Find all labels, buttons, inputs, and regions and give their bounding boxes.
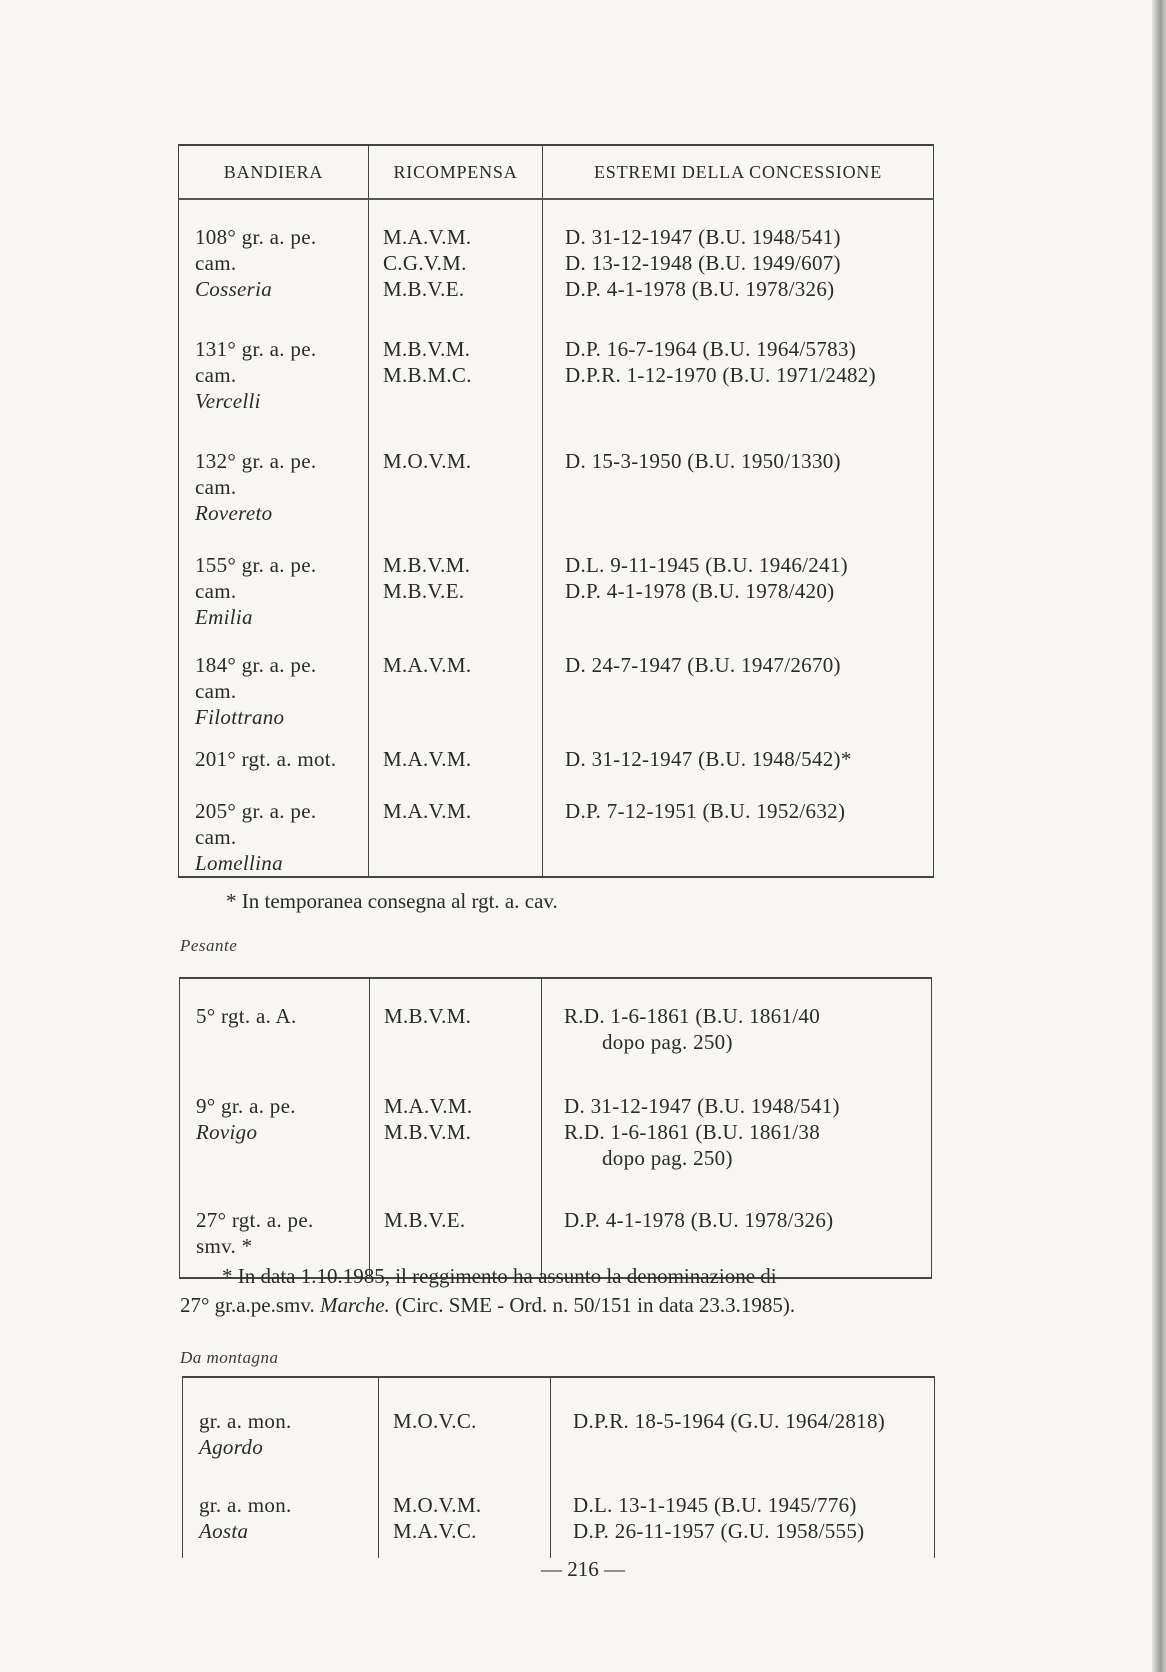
cell-bandiera xyxy=(183,1488,379,1558)
concession-reference: D. 15-3-1950 (B.U. 1950/1330) xyxy=(565,449,841,473)
cell-estremi xyxy=(551,1377,935,1488)
concession-reference: D.P. 4-1-1978 (B.U. 1978/326) xyxy=(565,277,835,301)
table-row xyxy=(179,332,934,444)
award-code: M.A.V.M. xyxy=(383,653,472,677)
unit-designation: 155° gr. a. pe. xyxy=(195,553,317,577)
unit-designation: gr. a. mon. xyxy=(199,1493,292,1517)
header-estremi: ESTREMI DELLA CONCESSIONE xyxy=(543,145,934,199)
unit-designation: 27° rgt. a. pe. xyxy=(196,1208,314,1232)
table-row xyxy=(180,1089,932,1203)
unit-name: Emilia xyxy=(195,605,253,629)
table-row xyxy=(179,648,934,742)
cell-ricompensa xyxy=(379,1377,551,1488)
cell-estremi xyxy=(543,548,934,648)
cell-estremi xyxy=(542,1089,932,1203)
concession-reference: D. 31-12-1947 (B.U. 1948/541) xyxy=(564,1094,840,1118)
cell-bandiera xyxy=(179,199,369,332)
cell-bandiera xyxy=(179,742,369,794)
unit-name: Cosseria xyxy=(195,277,273,301)
table-body xyxy=(180,978,932,1278)
award-code: M.B.V.E. xyxy=(383,277,465,301)
unit-designation: 184° gr. a. pe. xyxy=(195,653,317,677)
unit-name: Agordo xyxy=(199,1435,264,1459)
unit-name: Vercelli xyxy=(195,389,261,413)
cell-ricompensa xyxy=(369,548,543,648)
concession-reference-cont: dopo pag. 250) xyxy=(602,1146,733,1170)
unit-name: Rovigo xyxy=(196,1120,258,1144)
unit-name: Lomellina xyxy=(195,851,283,875)
footnote-marche-line2 xyxy=(180,1291,795,1319)
table-row xyxy=(180,978,932,1089)
table-header-row xyxy=(179,145,934,199)
table-body xyxy=(179,199,934,877)
award-code: M.A.V.M. xyxy=(383,225,472,249)
concession-reference: D.P. 16-7-1964 (B.U. 1964/5783) xyxy=(565,337,857,361)
cell-ricompensa xyxy=(369,648,543,742)
page-number: — 216 — xyxy=(541,1557,625,1581)
cell-ricompensa xyxy=(370,978,542,1089)
awards-table-pesante xyxy=(179,977,932,1279)
footnote-temporanea: * In temporanea consegna al rgt. a. cav. xyxy=(226,889,558,913)
table-row xyxy=(179,444,934,548)
unit-designation: 132° gr. a. pe. xyxy=(195,449,317,473)
concession-reference-cont: dopo pag. 250) xyxy=(602,1030,733,1054)
table-row xyxy=(179,794,934,877)
cell-estremi xyxy=(542,978,932,1089)
section-heading-pesante: Pesante xyxy=(180,936,238,955)
unit-designation: 108° gr. a. pe. xyxy=(195,225,317,249)
unit-designation: cam. xyxy=(195,579,237,603)
cell-estremi xyxy=(543,794,934,877)
page-edge-shadow xyxy=(1152,0,1166,1672)
table-row xyxy=(179,199,934,332)
cell-estremi xyxy=(543,648,934,742)
unit-name: Aosta xyxy=(199,1519,249,1543)
concession-reference: D.L. 9-11-1945 (B.U. 1946/241) xyxy=(565,553,848,577)
table-body xyxy=(183,1377,935,1558)
cell-ricompensa xyxy=(379,1488,551,1558)
concession-reference: D.P. 4-1-1978 (B.U. 1978/420) xyxy=(565,579,835,603)
unit-designation: cam. xyxy=(195,825,237,849)
unit-designation: 9° gr. a. pe. xyxy=(196,1094,296,1118)
concession-reference: D. 24-7-1947 (B.U. 1947/2670) xyxy=(565,653,841,677)
award-code: M.B.V.E. xyxy=(383,579,465,603)
cell-bandiera xyxy=(179,332,369,444)
award-code: M.B.V.M. xyxy=(383,337,471,361)
cell-ricompensa xyxy=(369,742,543,794)
cell-estremi xyxy=(543,444,934,548)
unit-designation: cam. xyxy=(195,679,237,703)
header-bandiera: BANDIERA xyxy=(179,145,369,199)
cell-ricompensa xyxy=(370,1089,542,1203)
footnote-text: (Circ. SME - Ord. n. 50/151 in data 23.3.1985). xyxy=(389,1293,796,1317)
cell-ricompensa xyxy=(369,444,543,548)
section-heading-montagna: Da montagna xyxy=(180,1348,279,1367)
cell-bandiera xyxy=(179,648,369,742)
awards-table-main xyxy=(178,144,934,878)
cell-bandiera xyxy=(180,1089,370,1203)
header-ricompensa: RICOMPENSA xyxy=(369,145,543,199)
award-code: M.B.V.M. xyxy=(383,553,471,577)
concession-reference: D. 31-12-1947 (B.U. 1948/542)* xyxy=(565,747,852,771)
cell-estremi xyxy=(543,742,934,794)
cell-bandiera xyxy=(183,1377,379,1488)
award-code: M.B.V.E. xyxy=(384,1208,466,1232)
cell-ricompensa xyxy=(369,794,543,877)
award-code: M.O.V.M. xyxy=(383,449,472,473)
award-code: M.A.V.C. xyxy=(393,1519,477,1543)
cell-ricompensa xyxy=(369,332,543,444)
award-code: M.B.V.M. xyxy=(384,1004,472,1028)
cell-bandiera xyxy=(179,444,369,548)
unit-name: Filottrano xyxy=(195,705,285,729)
concession-reference: D.L. 13-1-1945 (B.U. 1945/776) xyxy=(573,1493,857,1517)
unit-designation: cam. xyxy=(195,251,237,275)
unit-designation: 205° gr. a. pe. xyxy=(195,799,317,823)
cell-bandiera xyxy=(179,794,369,877)
unit-name: Rovereto xyxy=(195,501,273,525)
unit-designation: 5° rgt. a. A. xyxy=(196,1004,297,1028)
award-code: M.O.V.C. xyxy=(393,1409,477,1433)
concession-reference: R.D. 1-6-1861 (B.U. 1861/40 xyxy=(564,1004,821,1028)
cell-bandiera xyxy=(180,978,370,1089)
cell-estremi xyxy=(543,199,934,332)
footnote-text: 27° gr.a.pe.smv. xyxy=(180,1293,321,1317)
table-row xyxy=(183,1377,935,1488)
unit-designation: 201° rgt. a. mot. xyxy=(195,747,337,771)
concession-reference: D.P. 4-1-1978 (B.U. 1978/326) xyxy=(564,1208,834,1232)
award-code: M.A.V.M. xyxy=(384,1094,473,1118)
unit-designation: cam. xyxy=(195,475,237,499)
cell-bandiera xyxy=(179,548,369,648)
footnote-marche-line1: * In data 1.10.1985, il reggimento ha assunto la denominazione di xyxy=(222,1264,777,1288)
award-code: M.O.V.M. xyxy=(393,1493,482,1517)
concession-reference: D. 13-12-1948 (B.U. 1949/607) xyxy=(565,251,841,275)
cell-estremi xyxy=(551,1488,935,1558)
award-code: M.A.V.M. xyxy=(383,747,472,771)
concession-reference: R.D. 1-6-1861 (B.U. 1861/38 xyxy=(564,1120,821,1144)
cell-estremi xyxy=(543,332,934,444)
award-code: M.B.M.C. xyxy=(383,363,472,387)
unit-designation: smv. * xyxy=(196,1234,253,1258)
award-code: C.G.V.M. xyxy=(383,251,467,275)
cell-ricompensa xyxy=(369,199,543,332)
concession-reference: D.P. 7-12-1951 (B.U. 1952/632) xyxy=(565,799,846,823)
concession-reference: D.P. 26-11-1957 (G.U. 1958/555) xyxy=(573,1519,865,1543)
concession-reference: D.P.R. 18-5-1964 (G.U. 1964/2818) xyxy=(573,1409,886,1433)
award-code: M.A.V.M. xyxy=(383,799,472,823)
concession-reference: D.P.R. 1-12-1970 (B.U. 1971/2482) xyxy=(565,363,876,387)
unit-designation: cam. xyxy=(195,363,237,387)
table-row xyxy=(179,548,934,648)
unit-designation: 131° gr. a. pe. xyxy=(195,337,317,361)
table-row xyxy=(179,742,934,794)
award-code: M.B.V.M. xyxy=(384,1120,472,1144)
awards-table-montagna xyxy=(182,1376,935,1558)
footnote-italic-name: Marche. xyxy=(320,1293,390,1317)
unit-designation: gr. a. mon. xyxy=(199,1409,292,1433)
concession-reference: D. 31-12-1947 (B.U. 1948/541) xyxy=(565,225,841,249)
table-row xyxy=(183,1488,935,1558)
